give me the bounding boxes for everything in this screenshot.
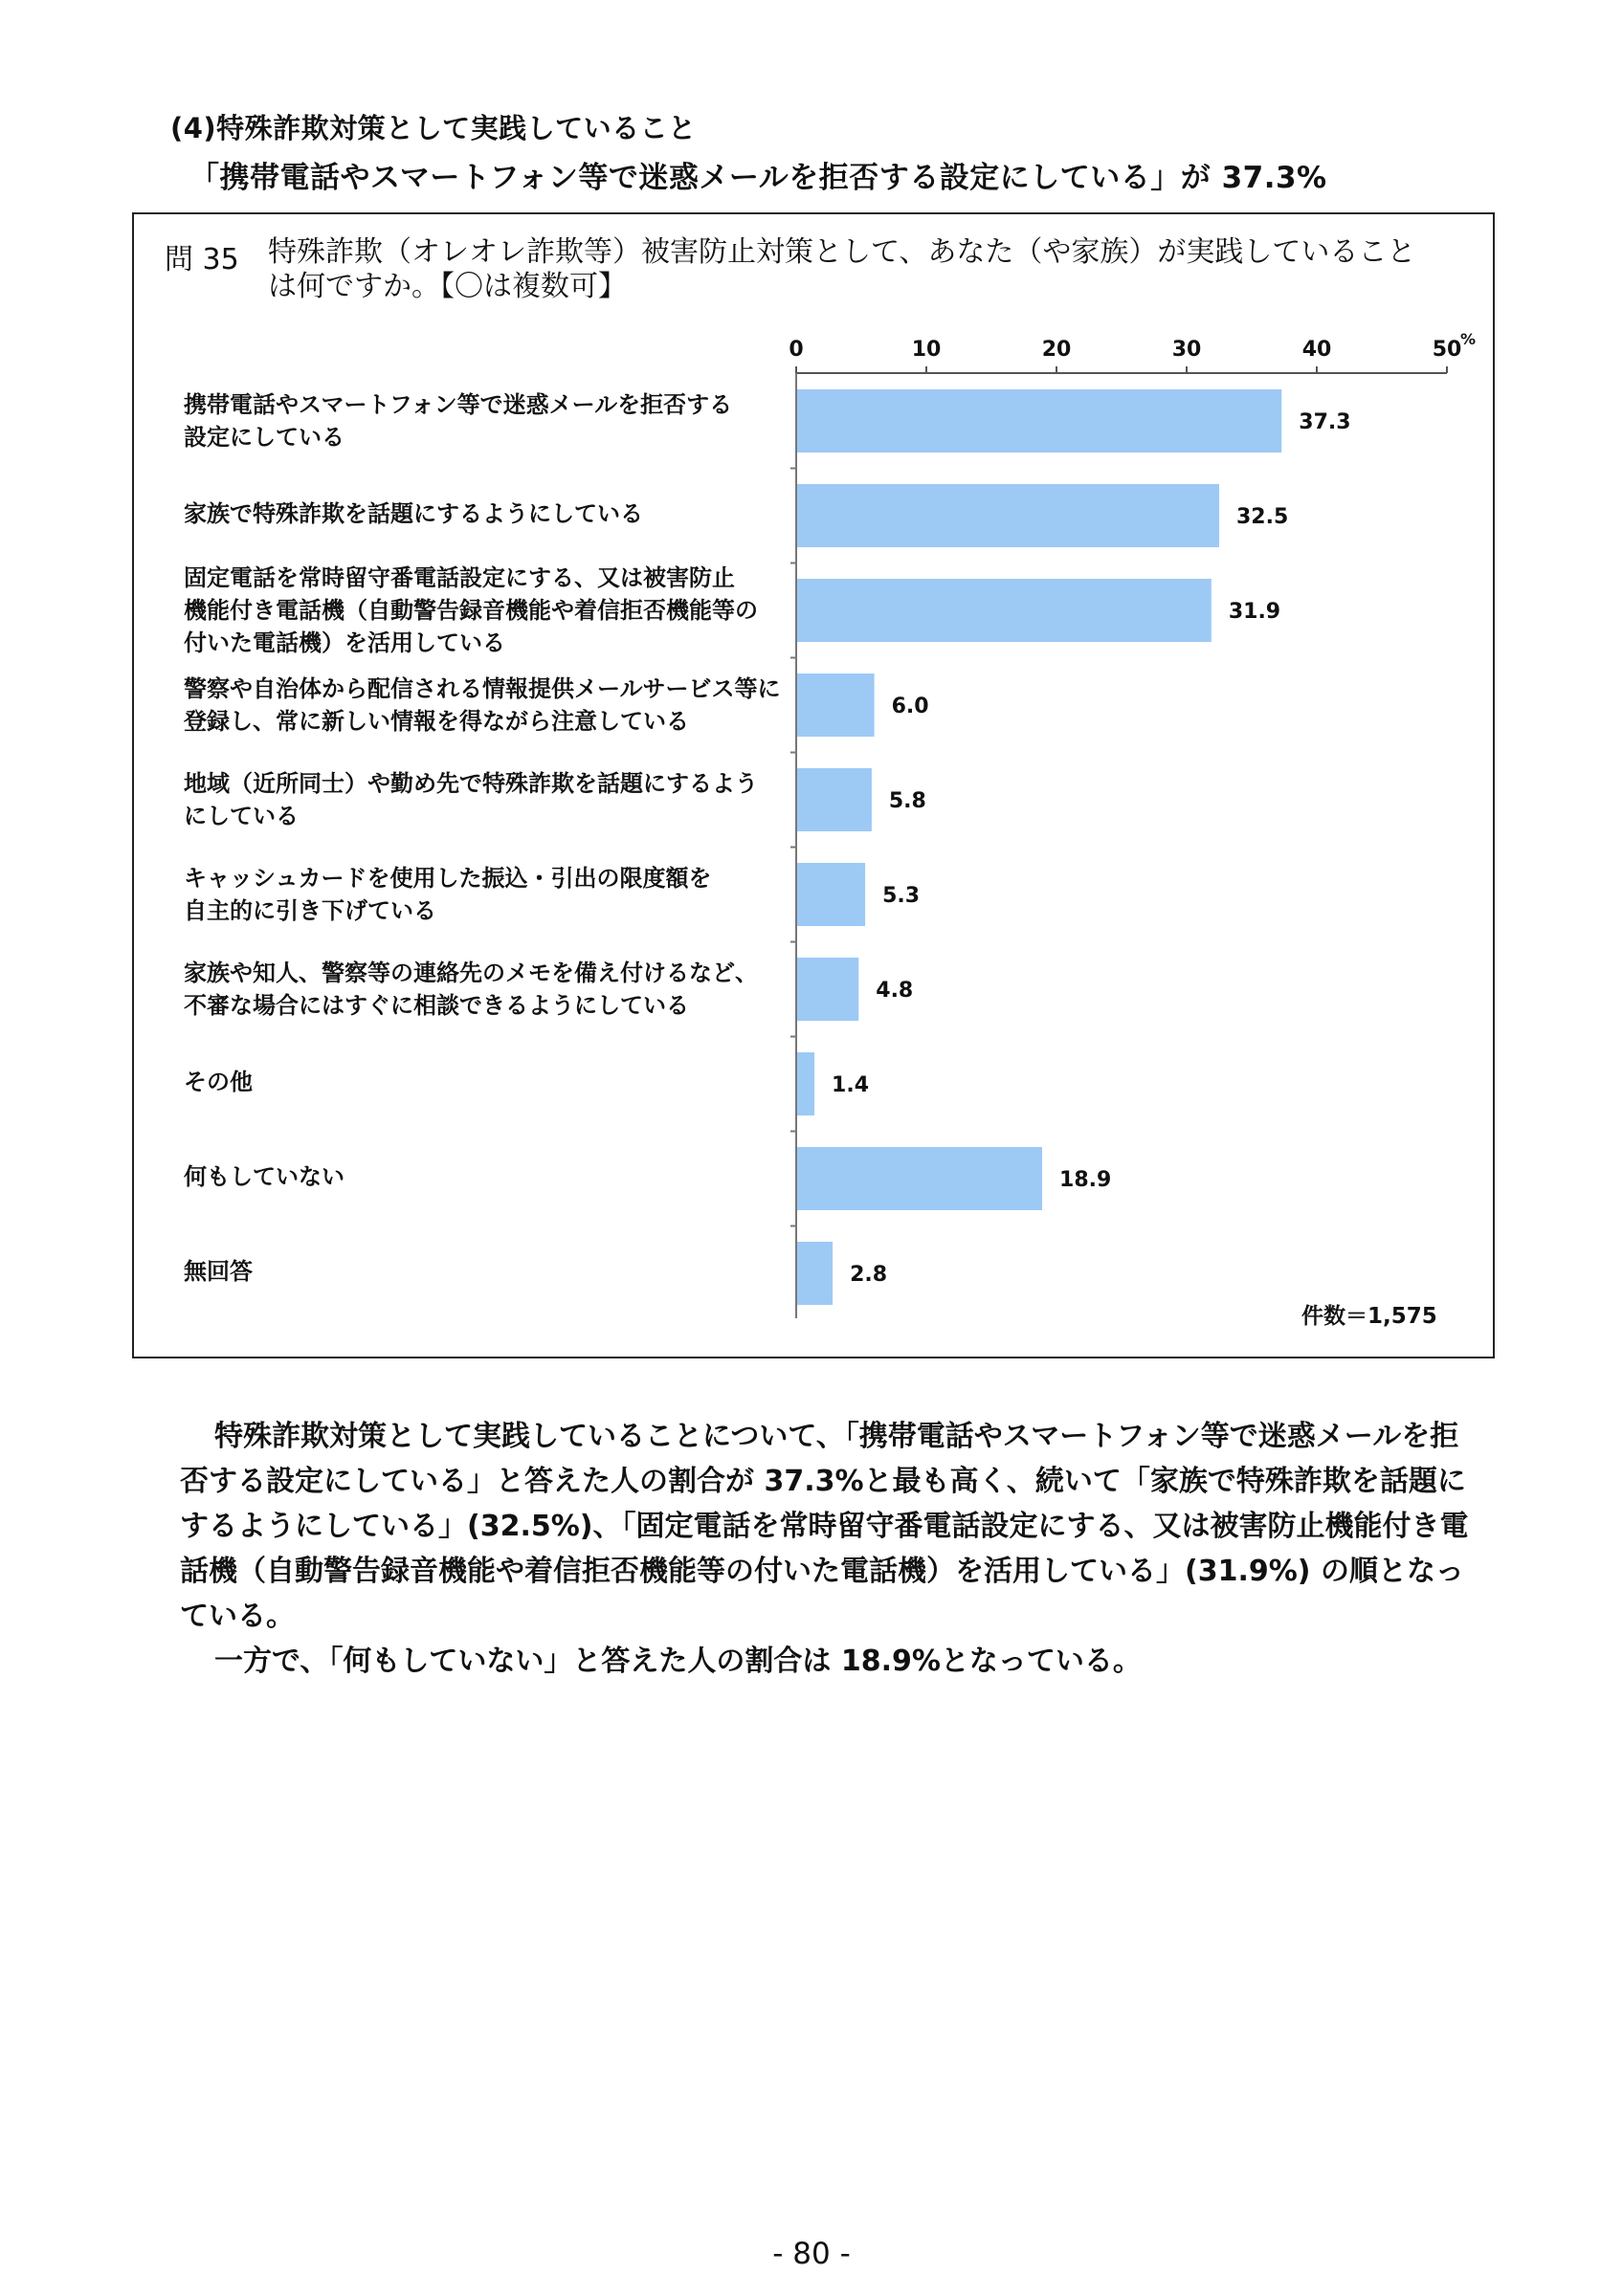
- category-label-2: [184, 497, 796, 530]
- category-label-line: 地域（近所同士）や勤め先で特殊詐欺を話題にするよう: [184, 770, 758, 797]
- x-axis-unit: %: [1460, 330, 1477, 348]
- body-paragraph-1: 特殊詐欺対策として実践していることについて、「携帯電話やスマートフォン等で迷惑メールを拒否する設定にしている」と答えた人の割合が 37.3%と最も高く、続いて「家族で特殊詐欺を話題にするようにしている」(32.5%)、「固定電話を常時留守番電話設定にする、又は被害防止機能付き電話機（自動警告録音機能や着信拒否機能等の付いた電話機）を活用している」(31.9%) の順となっている。: [180, 1420, 1469, 1633]
- category-label-line: 不審な場合にはすぐに相談できるようにしている: [184, 992, 689, 1019]
- x-tick-label-0: 0: [789, 338, 804, 362]
- x-tick-label-10: 10: [911, 338, 942, 362]
- question-text-line2: は何ですか。【〇は複数可】: [268, 270, 627, 303]
- category-label-line: 何もしていない: [184, 1163, 345, 1190]
- value-label-3: 31.9: [1228, 600, 1281, 624]
- value-label-8: 1.4: [832, 1073, 870, 1097]
- question-text: [268, 235, 1464, 304]
- category-label-4: [184, 673, 796, 738]
- value-label-10: 2.8: [850, 1263, 888, 1287]
- category-label-line: にしている: [184, 803, 299, 829]
- category-label-line: 付いた電話機）を活用している: [184, 629, 505, 656]
- value-label-2: 32.5: [1236, 505, 1289, 529]
- category-label-line: 家族で特殊詐欺を話題にするようにしている: [184, 500, 643, 527]
- category-label-line: 家族や知人、警察等の連絡先のメモを備え付けるなど、: [184, 960, 758, 986]
- category-label-line: 登録し、常に新しい情報を得ながら注意している: [184, 708, 689, 735]
- x-tick-label-50: 50: [1432, 338, 1462, 362]
- sample-count: 件数＝1,575: [1301, 1304, 1437, 1329]
- category-label-line: 自主的に引き下げている: [184, 897, 436, 924]
- category-label-6: [184, 862, 796, 927]
- value-label-1: 37.3: [1299, 410, 1351, 434]
- category-label-line: 設定にしている: [184, 424, 345, 451]
- value-label-9: 18.9: [1059, 1168, 1112, 1192]
- category-label-10: [184, 1255, 796, 1288]
- category-label-line: 固定電話を常時留守番電話設定にする、又は被害防止: [184, 564, 735, 591]
- value-label-5: 5.8: [888, 789, 926, 813]
- value-label-6: 5.3: [882, 884, 921, 908]
- page-number: - 80 -: [772, 2237, 851, 2271]
- body-text: [180, 1414, 1481, 1684]
- category-label-line: 警察や自治体から配信される情報提供メールサービス等に: [184, 675, 781, 702]
- section-heading: (4)特殊詐欺対策として実践していること: [170, 112, 697, 144]
- question-text-line1: 特殊詐欺（オレオレ詐欺等）被害防止対策として、あなた（や家族）が実践していること: [268, 235, 1416, 269]
- category-label-line: 機能付き電話機（自動警告録音機能や着信拒否機能等の: [184, 597, 758, 624]
- value-label-4: 6.0: [891, 695, 929, 718]
- body-paragraph-2: 一方で、「何もしていない」と答えた人の割合は 18.9%となっている。: [214, 1645, 1142, 1678]
- x-tick-label-20: 20: [1041, 338, 1072, 362]
- section-subheading: 「携帯電話やスマートフォン等で迷惑メールを拒否する設定にしている」が 37.3%: [189, 161, 1327, 195]
- category-label-8: [184, 1066, 796, 1098]
- value-label-7: 4.8: [876, 979, 914, 1003]
- category-label-line: その他: [184, 1069, 253, 1095]
- category-label-line: キャッシュカードを使用した振込・引出の限度額を: [184, 865, 712, 892]
- x-tick-label-30: 30: [1171, 338, 1202, 362]
- x-tick-label-40: 40: [1301, 338, 1332, 362]
- category-label-9: [184, 1160, 796, 1193]
- category-label-1: [184, 388, 796, 453]
- category-label-line: 携帯電話やスマートフォン等で迷惑メールを拒否する: [184, 391, 733, 418]
- category-label-7: [184, 957, 796, 1022]
- category-label-line: 無回答: [184, 1258, 253, 1285]
- question-number: 問 35: [165, 243, 239, 276]
- category-label-5: [184, 767, 796, 832]
- category-label-3: [184, 562, 796, 659]
